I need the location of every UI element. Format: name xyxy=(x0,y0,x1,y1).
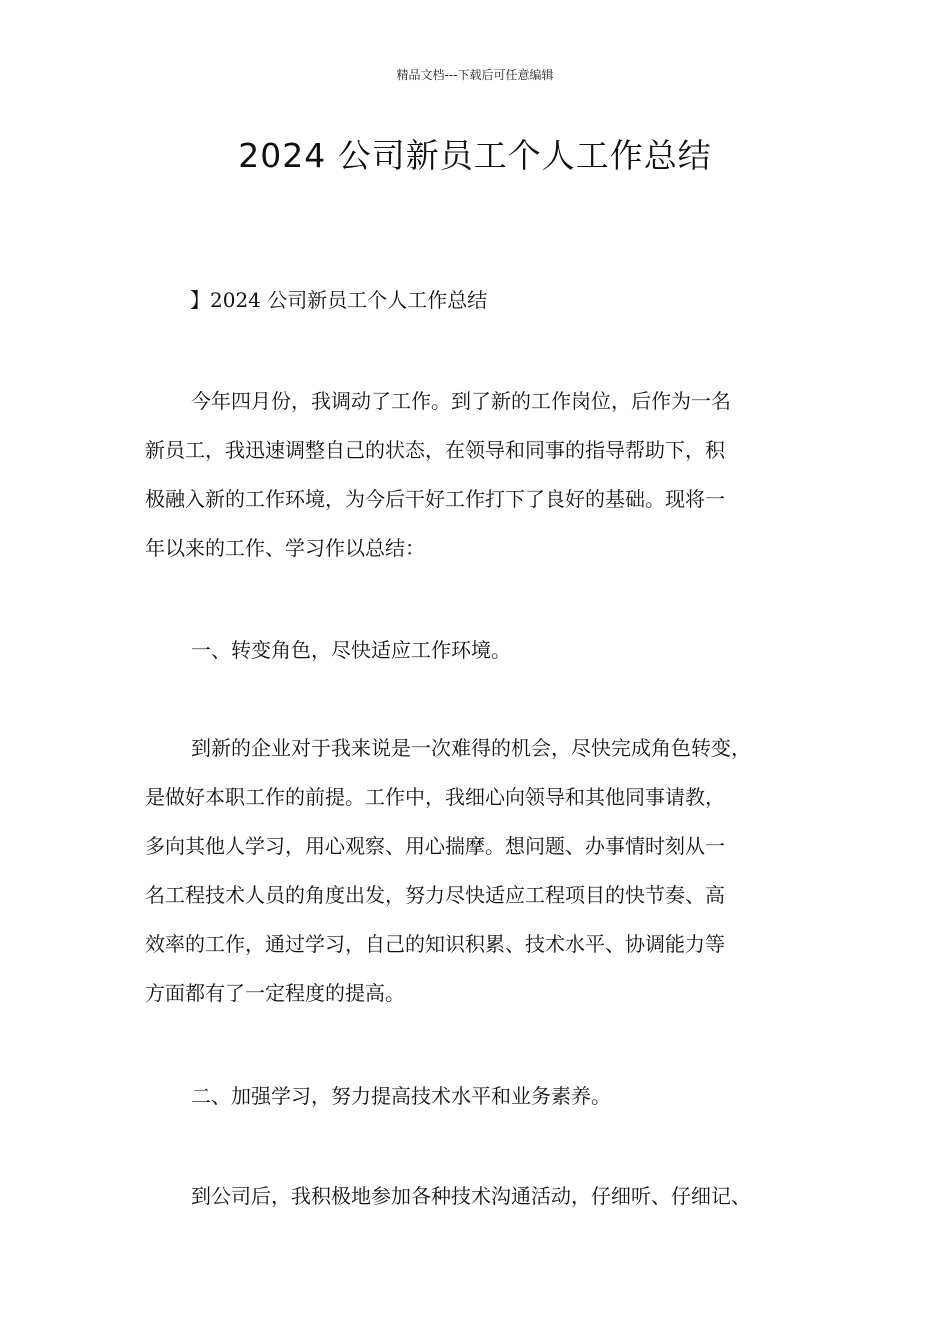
paragraph-line: 多向其他人学习，用心观察、用心揣摩。想问题、办事情时刻从一 xyxy=(145,834,725,858)
section-heading-1 xyxy=(145,626,835,675)
document-subtitle: 】2024 公司新员工个人工作总结 xyxy=(190,288,488,312)
header-note: 精品文档---下载后可任意编辑 xyxy=(396,68,554,82)
paragraph-line: 极融入新的工作环境，为今后干好工作打下了良好的基础。现将一 xyxy=(145,487,725,511)
section-heading-text: 一、转变角色，尽快适应工作环境。 xyxy=(191,638,511,662)
paragraph-section-1 xyxy=(145,724,835,1018)
paragraph-section-2 xyxy=(145,1172,835,1221)
paragraph-line: 到公司后，我积极地参加各种技术沟通活动，仔细听、仔细记、 xyxy=(191,1184,751,1208)
section-heading-text: 二、加强学习，努力提高技术水平和业务素养。 xyxy=(191,1084,611,1108)
paragraph-line: 年以来的工作、学习作以总结： xyxy=(145,536,425,560)
paragraph-line: 效率的工作，通过学习，自己的知识积累、技术水平、协调能力等 xyxy=(145,932,725,956)
paragraph-intro xyxy=(145,377,835,573)
paragraph-line: 方面都有了一定程度的提高。 xyxy=(145,981,405,1005)
section-heading-2 xyxy=(145,1072,835,1121)
paragraph-line: 到新的企业对于我来说是一次难得的机会，尽快完成角色转变， xyxy=(191,736,751,760)
paragraph-line: 新员工，我迅速调整自己的状态，在领导和同事的指导帮助下，积 xyxy=(145,438,725,462)
document-title: 2024 公司新员工个人工作总结 xyxy=(238,136,712,175)
paragraph-line: 是做好本职工作的前提。工作中，我细心向领导和其他同事请教， xyxy=(145,785,725,809)
paragraph-line: 今年四月份，我调动了工作。到了新的工作岗位，后作为一名 xyxy=(191,389,731,413)
paragraph-line: 名工程技术人员的角度出发，努力尽快适应工程项目的快节奏、高 xyxy=(145,883,725,907)
